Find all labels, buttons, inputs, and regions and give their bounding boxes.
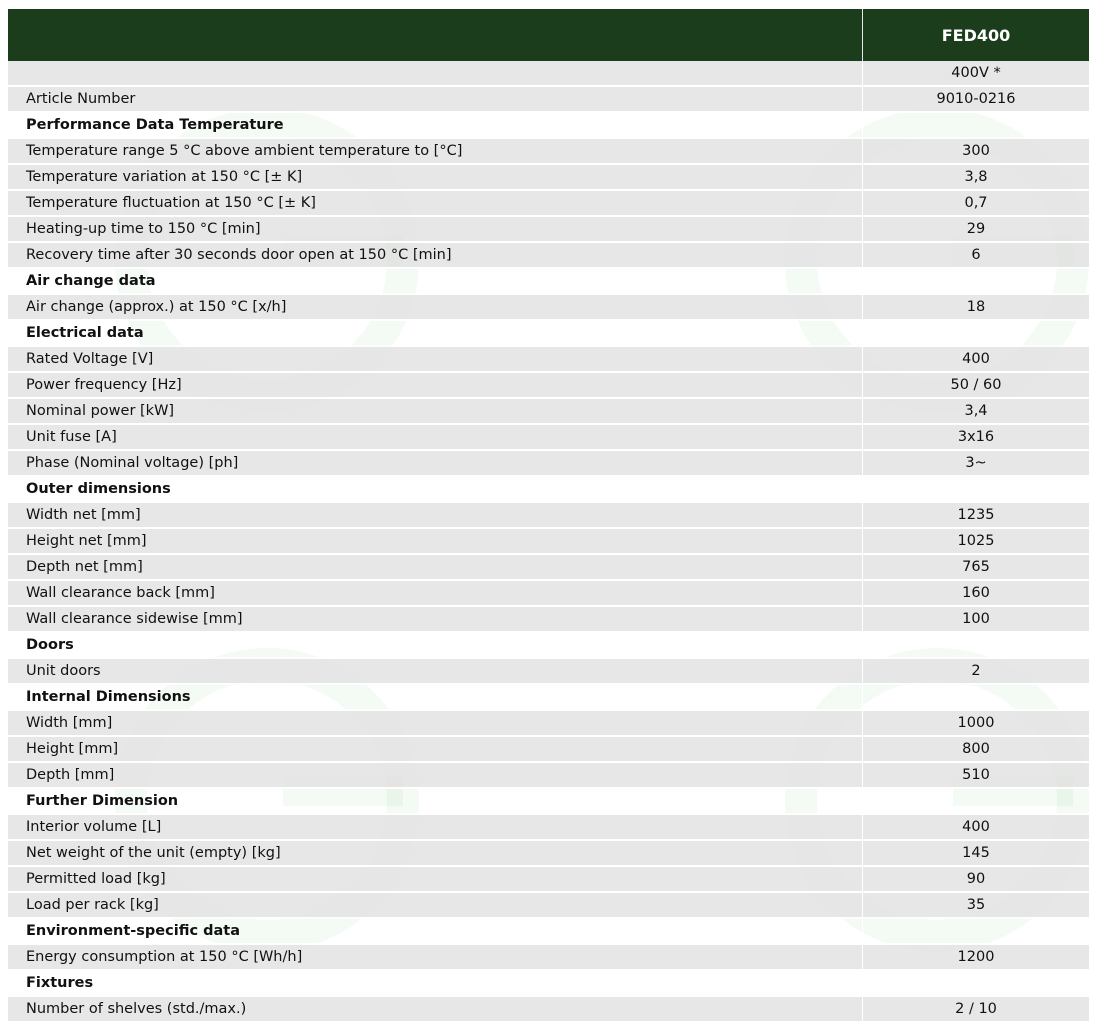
row-label: Nominal power [kW] [8,399,863,425]
row-value: 160 [863,581,1089,607]
table-row [8,659,1089,685]
row-label: Net weight of the unit (empty) [kg] [8,841,863,867]
section-header-row [8,685,1089,711]
row-value: 800 [863,737,1089,763]
row-label: Permitted load [kg] [8,867,863,893]
table-row [8,61,1089,87]
row-value: 145 [863,841,1089,867]
row-value: 765 [863,555,1089,581]
section-title: Performance Data Temperature [8,113,863,139]
table-row [8,191,1089,217]
table-row [8,373,1089,399]
table-row [8,87,1089,113]
row-value: 2 [863,659,1089,685]
section-header-row [8,113,1089,139]
row-label: Number of shelves (std./max.) [8,997,863,1023]
section-title: Environment-specific data [8,919,863,945]
row-label: Load per rack [kg] [8,893,863,919]
section-title: Electrical data [8,321,863,347]
row-value [863,321,1089,347]
table-row [8,139,1089,165]
section-header-row [8,971,1089,997]
specification-table [8,9,1089,1023]
row-value: 18 [863,295,1089,321]
row-label [8,61,863,87]
row-value: 300 [863,139,1089,165]
section-header-row [8,633,1089,659]
row-label: Width net [mm] [8,503,863,529]
row-value: 9010-0216 [863,87,1089,113]
row-label: Heating-up time to 150 °C [min] [8,217,863,243]
section-title: Further Dimension [8,789,863,815]
row-label: Depth net [mm] [8,555,863,581]
row-label: Temperature range 5 °C above ambient temperature to [°C] [8,139,863,165]
row-label: Article Number [8,87,863,113]
row-value [863,269,1089,295]
row-label: Rated Voltage [V] [8,347,863,373]
row-value [863,113,1089,139]
section-header-row [8,919,1089,945]
header-corner-cell [8,9,863,61]
row-value: 1235 [863,503,1089,529]
row-value: 6 [863,243,1089,269]
row-value: 35 [863,893,1089,919]
row-label: Height [mm] [8,737,863,763]
table-row [8,581,1089,607]
table-row [8,399,1089,425]
row-label: Unit doors [8,659,863,685]
row-label: Height net [mm] [8,529,863,555]
table-row [8,243,1089,269]
row-label: Power frequency [Hz] [8,373,863,399]
row-label: Interior volume [L] [8,815,863,841]
table-header [8,9,1089,61]
section-title: Internal Dimensions [8,685,863,711]
table-row [8,997,1089,1023]
table-row [8,607,1089,633]
row-value: 100 [863,607,1089,633]
row-value: 400V * [863,61,1089,87]
table-row [8,555,1089,581]
section-header-row [8,321,1089,347]
section-title: Doors [8,633,863,659]
row-label: Air change (approx.) at 150 °C [x/h] [8,295,863,321]
table-row [8,711,1089,737]
row-value: 1000 [863,711,1089,737]
table-row [8,425,1089,451]
section-header-row [8,477,1089,503]
table-row [8,867,1089,893]
row-value [863,919,1089,945]
table-row [8,165,1089,191]
row-label: Wall clearance sidewise [mm] [8,607,863,633]
table-row [8,529,1089,555]
row-value: 3x16 [863,425,1089,451]
row-label: Recovery time after 30 seconds door open at 150 °C [min] [8,243,863,269]
row-label: Phase (Nominal voltage) [ph] [8,451,863,477]
row-value: 29 [863,217,1089,243]
section-header-row [8,789,1089,815]
row-value: 3,4 [863,399,1089,425]
row-value [863,633,1089,659]
section-header-row [8,269,1089,295]
row-label: Temperature variation at 150 °C [± K] [8,165,863,191]
model-column-header: FED400 [863,9,1089,61]
row-value: 2 / 10 [863,997,1089,1023]
row-value [863,477,1089,503]
table-row [8,815,1089,841]
row-label: Wall clearance back [mm] [8,581,863,607]
row-value: 400 [863,815,1089,841]
row-value: 50 / 60 [863,373,1089,399]
table-row [8,763,1089,789]
row-label: Depth [mm] [8,763,863,789]
row-value [863,971,1089,997]
table-row [8,737,1089,763]
row-value: 90 [863,867,1089,893]
section-title: Fixtures [8,971,863,997]
table-row [8,347,1089,373]
row-label: Energy consumption at 150 °C [Wh/h] [8,945,863,971]
row-value: 1200 [863,945,1089,971]
table-row [8,841,1089,867]
table-row [8,451,1089,477]
row-label: Unit fuse [A] [8,425,863,451]
row-value: 1025 [863,529,1089,555]
row-value [863,789,1089,815]
row-label: Width [mm] [8,711,863,737]
row-value: 510 [863,763,1089,789]
table-row [8,217,1089,243]
table-row [8,503,1089,529]
row-label: Temperature fluctuation at 150 °C [± K] [8,191,863,217]
row-value: 400 [863,347,1089,373]
table-row [8,945,1089,971]
table-row [8,893,1089,919]
section-title: Outer dimensions [8,477,863,503]
table-body [8,61,1089,1023]
row-value [863,685,1089,711]
table-row [8,295,1089,321]
section-title: Air change data [8,269,863,295]
row-value: 3,8 [863,165,1089,191]
row-value: 0,7 [863,191,1089,217]
row-value: 3~ [863,451,1089,477]
header-row [8,9,1089,61]
